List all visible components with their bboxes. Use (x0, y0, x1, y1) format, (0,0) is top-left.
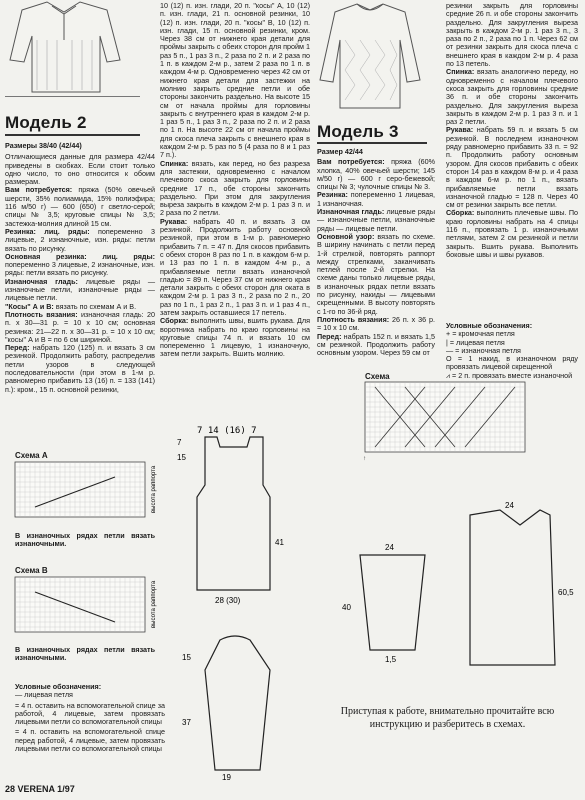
model-2-stockinette: лицевые ряды — изнаночные петли, изнаночные ряды — лицевые петли. (5, 276, 156, 303)
model-3-title: Модель 3 (317, 122, 399, 141)
model-3-front-schematic (440, 500, 580, 675)
legend-item: = 4 п. оставить на вспомогательной спице перед работой, 4 лицевые, затем провязать лицевыми петли со вспомогательной спицы (15, 727, 165, 754)
model-3-gauge: 26 п. х 36 р. = 10 х 10 см. (317, 314, 435, 333)
model-2-column-2 (160, 2, 310, 359)
model-2-back: вязать, как перед, но без разреза для застежки, одновременно с началом плечевого скоса закрыть для горловины средние 17 п., обе стороны закончить раздельно. При этом для закругления выреза закрыть в каждом 2-м р. 1 раз 3 п. и 2 раза по 2 петли. (160, 158, 311, 218)
title-rule (5, 134, 140, 136)
label: Плотность вязания: (5, 309, 78, 319)
model-2-front-schematic (175, 425, 295, 615)
legend-item: — = изнаночная петля (446, 345, 521, 355)
model-3-materials: пряжа (60% хлопка, 40% овечьей шерсти; 145 м/50 г) — 600 г серо-бежевой; спицы № 3; чулочные спицы № 3. (317, 157, 435, 192)
label: Основная резинка: лиц. ряды: (5, 251, 155, 261)
model-2-materials: пряжа (50% овечьей шерсти, 35% полиамида, 15% полиэфира; 116 м/50 г) — 600 (650) г светло-серой; спицы № 3,5; круговые спицы № 3,5; застежка-молния длиной 15 см. (5, 185, 155, 228)
model-2-assembly: выполнить швы, вшить рукава. Для воротника набрать по краю горловины на круговые спицы 74 п. и вязать 10 см попеременно 1 лицевую, 1 изнаночную, затем петли закрыть. Вшить молнию. (160, 316, 310, 359)
model-3-front: набрать 152 п. и вязать 1,5 см резинкой. Продолжить работу основным узором. Через 59 см от (317, 331, 435, 358)
model-2-cables: вязать по схемам А и В. (55, 301, 137, 311)
purl-note-b: В изнаночных рядах петли вязать изнаночными. (15, 645, 155, 663)
model-2-sleeve-schematic (180, 630, 300, 780)
label: Рукава: (446, 125, 474, 135)
dim-left2: 7 (177, 438, 182, 447)
model-2-front-continued: 10 (12) п. изн. глади, 20 п. "косы" А, 10 (12) п. изн. глади, 21 п. основной резинки, 10 (12) п. изн. глади, 20 п. "косы" В, 10 (12) п. изн. глади, 15 п. основной резинки, кром. Через 38 см от нижнего края детали для проймы закрыть с обеих сторон для пройм 1 раз 5 п., 1 раз 3 п., 2 раза по 2 п. и 2 раза по 1 п. в каждом 2-м р., затем 2 раза по 1 п. в каждом 4-м р. Одновременно через 42 см от нижнего края детали для застежки на молнию закрыть средние петли и обе стороны закончить раздельно. На высоте 15 см от начала проймы для горловины закрыть с внутреннего края в каждом 2-м р. 1 раз 5 п., 1 раз 3 п., 2 раза по 2 п. и 2 раза по 1 п. На высоте 22 см от начала проймы для скоса плеча закрыть с внешнего края в каждом 2-м р. 5 раз по 5 (4 раза по 8 и 1 раз 7 п.). (160, 1, 310, 160)
model-3-column-2 (446, 2, 578, 259)
model-3-main-pattern: вязать по схеме. В ширину начинать с петли перед 1-й стрелкой, повторять раппорт между стрелками, заканчивать петлей после 2-й стрелки. На схеме даны только лицевые ряды, в изнаночных рядах петли вязать по рисунку, накиды — лицевыми скрещенными. В высоту повторять с 1-го по 36-й ряд. (317, 231, 436, 316)
model-3-stockinette: лицевые ряды — изнаночные петли, изнаночные ряды — лицевые петли. (317, 207, 435, 233)
dim-side: 41 (275, 538, 284, 547)
label: Изнаночная гладь: (317, 207, 385, 217)
model-3-assembly: выполнить плечевые швы. По краю горловины набрать на 4 спицы 116 п., провязать 1 р. изнаночными петлями, затем 2 см резинкой и петли закрыть. Вшить рукава. Выполнить боковые швы и швы рукавов. (446, 208, 579, 259)
dim-height: 60,5 (558, 588, 574, 597)
schema-a-title: Схема А (15, 451, 48, 460)
schema-a-chart (15, 462, 163, 522)
label: Спинка: (160, 158, 189, 168)
legend-item: = 4 п. оставить на вспомогательной спице за работой, 4 лицевые, затем провязать лицевыми петли со вспомогательной спицы (15, 700, 165, 727)
dim-left1: 15 (177, 453, 186, 462)
model-2-rib: попеременно 3 лицевые, 2 изнаночные, изн. ряды: петли вязать по рисунку. (5, 226, 155, 253)
dim-sleeve-top: 24 (385, 543, 394, 552)
model-3-pattern-chart (363, 382, 530, 462)
model-2-sizes: Размеры 38/40 (42/44) (5, 141, 82, 150)
title-rule (317, 142, 427, 144)
svg-text:↑: ↑ (363, 456, 366, 462)
model-3-front-continued: резинки закрыть для горловины средние 26 п. и обе стороны закончить раздельно. Для закругления выреза закрыть в каждом 2-м р. 1 раз 3 п., 3 раза по 2 п., 2 раза по 1 п. Через 62 см от резинки закрыть для скоса плеча с внешнего края в каждом 2-м р. 4 раза по 13 петель. (446, 1, 578, 69)
dim-sleeve-bottom: 1,5 (385, 655, 397, 664)
legend-item: ⩘ = 2 п. провязать вместе изнаночной (446, 370, 573, 380)
label: Рукава: (160, 216, 188, 226)
dim-sleeve-cap: 15 (182, 653, 191, 662)
purl-note-a: В изнаночных рядах петли вязать изнаночными. (15, 531, 155, 549)
model-2-intro: Отличающиеся данные для размера 42/44 приведены в скобках. Если стоит только одно число, то оно относится к обоим размерам. (5, 152, 155, 187)
model-2-legend (15, 683, 165, 753)
sweater-illustration-model-3 (315, 0, 425, 110)
dim-sleeve-h: 40 (342, 603, 351, 612)
model-2-gauge: изнаночная гладь: 20 п. х 30—31 р. = 10 х 10 см; основная резинка: 21—22 п. х 30—31 р. = 10 х 10 см; "косы" А и В = по 6 см шириной. (5, 309, 155, 344)
label: "Косы" А и В: (5, 301, 54, 311)
label: Сборка: (446, 208, 475, 218)
model-2-title: Модель 2 (5, 113, 87, 132)
legend-item: | = лицевая петля (446, 337, 505, 347)
label: Резинка: (317, 190, 348, 200)
dim-sleeve-height: 37 (182, 718, 191, 727)
label: Сборка: (160, 316, 189, 326)
sweater-illustration-model-2 (2, 0, 127, 95)
model-3-rib: попеременно 1 лицевая, 1 изнаночная. (317, 190, 435, 208)
model-2-sleeve: набрать 40 п. и вязать 3 см резинкой. Продолжить работу основной резинкой, при этом в 1-м р. равномерно прибавить 7 п. = 47 п. Для скосов прибавить с обеих сторон 8 раз по 1 п. в каждом 6-м р. и 13 раз по 1 п. в каждом 4-м р., а прибавляемые петли вязать изнаночной гладью = 89 п. Через 37 см от нижнего края детали закрыть с обеих сторон для оката в каждом 2-м р. 1 раз 3 п., 2 раза по 2 п., 20 раз по 1 п., 1 раз 2 п., 1 раз 3 п. и 1 раз 4 п., затем закрыть оставшиеся 17 петель. (160, 216, 311, 317)
dim-front-width: 24 (505, 501, 514, 510)
legend-item: О = 1 накид, в изнаночном ряду провязать лицевой скрещенной (446, 354, 578, 372)
model-2-column-1 (5, 142, 155, 394)
label: Вам потребуется: (5, 185, 73, 195)
label: Спинка: (446, 67, 475, 77)
legend-title: Условные обозначения: (446, 321, 533, 330)
model-3-sizes: Размер 42/44 (317, 147, 363, 156)
schema-title: Схема (365, 372, 390, 381)
legend-item: + = кромочная петля (446, 329, 515, 339)
legend-title: Условные обозначения: (15, 682, 102, 691)
model-2-front: набрать 120 (125) п. и вязать 3 см резинкой. Продолжить работу, распределив петли узоров в следующей последовательности (при этом в 1-м р. равномерно прибавить 13 (16) п. = 133 (141) п.): кром., 15 п. основной резинки, (5, 343, 156, 394)
label: Перед: (317, 331, 342, 341)
label: Перед: (5, 343, 30, 353)
schema-b-chart (15, 577, 163, 637)
label: Вам потребуется: (317, 157, 385, 167)
model-3-back: вязать аналогично переду, но одновременно с началом плечевого скоса закрыть для горловины средние 36 п. и обе стороны закончить раздельно. Для закругления выреза закрыть в каждом 2-м р. 1 раз 3 п. и 1 раз 2 петли. (446, 67, 579, 127)
page-footer: 28 VERENA 1/97 (5, 784, 75, 794)
dim-sleeve-bottom: 19 (222, 773, 231, 782)
label: Основной узор: (317, 231, 375, 241)
dim-bottom: 28 (30) (215, 596, 241, 605)
model-3-sleeve: набрать 59 п. и вязать 5 см резинкой. В последнем изнаночном ряду равномерно прибавить 33 п. = 92 п. Продолжить работу основным узором. Для скосов прибавить с обеих сторон 14 раз в каждом 8-м р. и 4 раза в каждом 6-м р. по 1 п., вязать прибавляемые петли вязать изнаночной гладью = 128 п. Через 40 см от резинки закрыть все петли. (446, 125, 578, 210)
label: Изнаночная гладь: (5, 276, 78, 286)
model-3-legend (446, 322, 578, 380)
label: Плотность вязания: (317, 314, 390, 324)
legend-item: — лицевая петля (15, 690, 73, 700)
instruction-note: Приступая к работе, внимательно прочитайте всю инструкцию и разберитесь в схемах. (340, 706, 555, 730)
model-3-column-1 (317, 148, 435, 357)
pattern-height-label: высота раппорта (151, 465, 157, 513)
dim-top: 7 14 (16) 7 (197, 426, 257, 436)
schema-b-title: Схема В (15, 566, 48, 575)
pattern-height-label: высота раппорта (151, 580, 157, 628)
label: Резинка: лиц. ряды: (5, 226, 90, 236)
model-2-rib2: попеременно 3 лицевые, 2 изнаночные, изн. ряды: петли вязать по рисунку. (5, 260, 155, 278)
model-3-sleeve-schematic (340, 540, 450, 670)
